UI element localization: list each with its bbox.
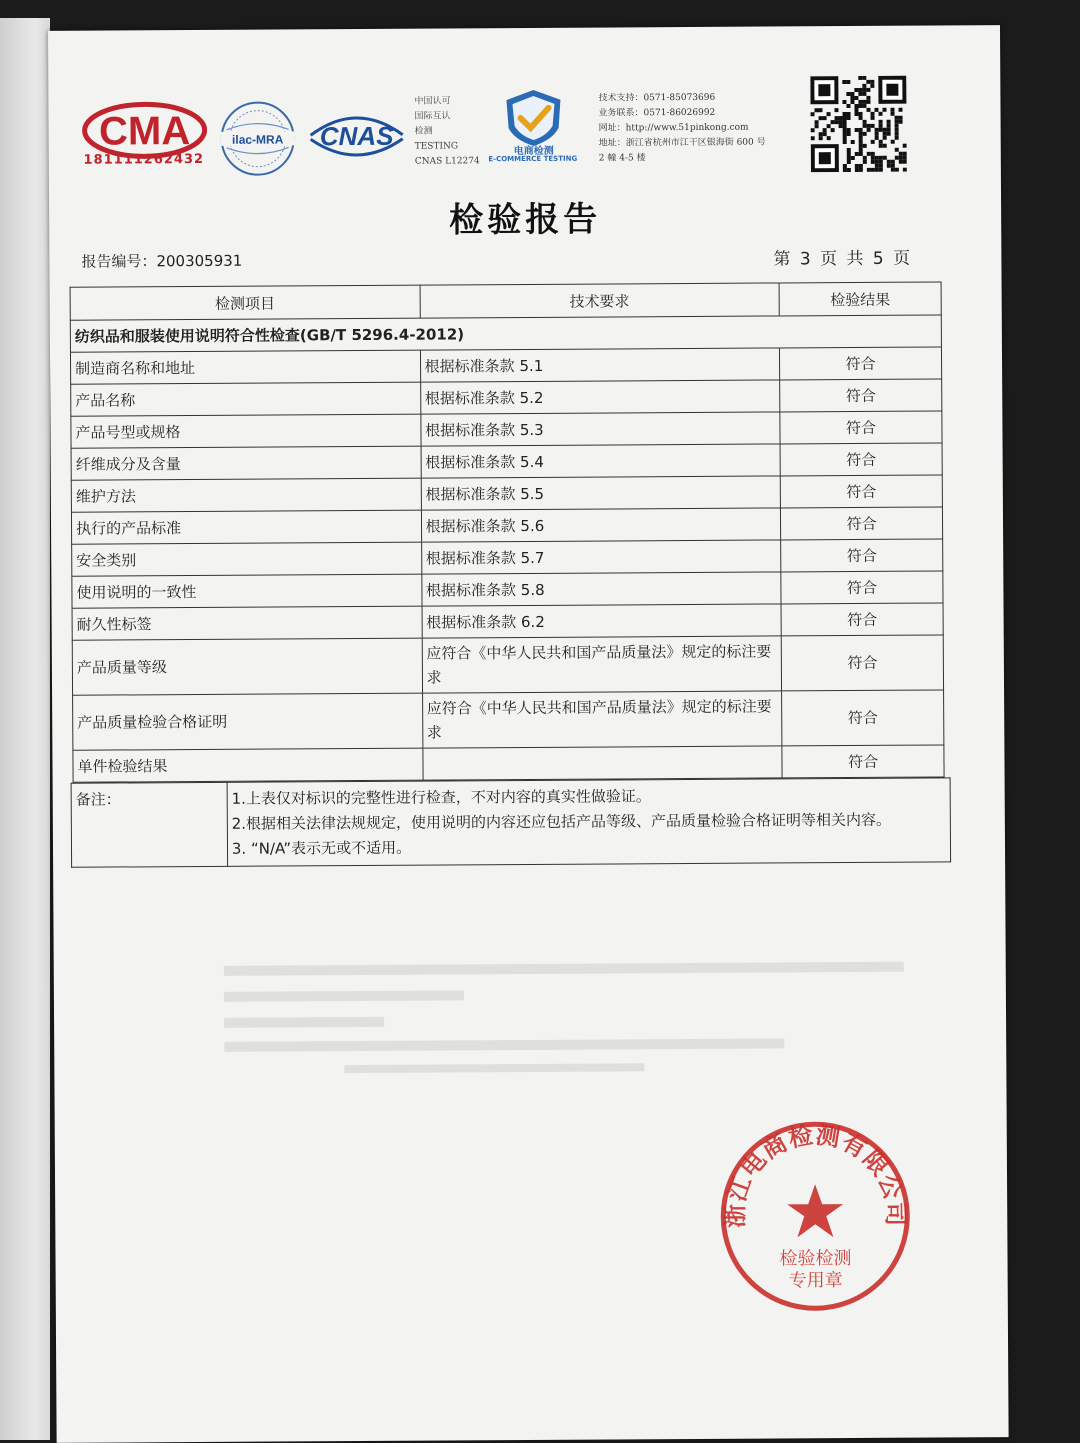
row-result: 符合 bbox=[782, 745, 944, 778]
cert-line: 中国认可 bbox=[414, 96, 451, 107]
svg-text:ilac-MRA: ilac-MRA bbox=[231, 132, 284, 147]
inspection-table bbox=[70, 281, 945, 782]
cert-line: 国际互认 bbox=[414, 111, 451, 122]
cma-number: 181111262432 bbox=[83, 151, 205, 168]
table-row bbox=[73, 690, 944, 750]
table-row bbox=[72, 603, 943, 640]
report-title: 检验报告 bbox=[449, 199, 602, 241]
contact-line: 技术支持：0571-85073696 bbox=[598, 92, 716, 104]
ilac-mra-logo bbox=[218, 99, 296, 177]
row-item: 安全类别 bbox=[72, 542, 422, 576]
table-row bbox=[72, 539, 943, 576]
bleed-through-text bbox=[224, 952, 925, 1076]
row-item: 产品名称 bbox=[71, 382, 421, 416]
underlying-page-edge bbox=[0, 18, 50, 1440]
row-result: 符合 bbox=[780, 475, 942, 508]
report-number: 报告编号：200305931 bbox=[81, 251, 243, 271]
header-result: 检验结果 bbox=[779, 282, 941, 316]
row-item: 维护方法 bbox=[71, 478, 421, 512]
row-requirement: 应符合《中华人民共和国产品质量法》规定的标注要求 bbox=[422, 636, 782, 693]
svg-text:专用章: 专用章 bbox=[788, 1270, 843, 1292]
row-item: 使用说明的一致性 bbox=[72, 574, 422, 608]
table-row bbox=[71, 411, 942, 448]
section-title: 纺织品和服装使用说明符合性检查(GB/T 5296.4-2012) bbox=[70, 315, 941, 352]
table-header-row bbox=[70, 282, 941, 320]
qr-code bbox=[810, 76, 907, 173]
table-row bbox=[72, 635, 943, 695]
row-result: 符合 bbox=[781, 507, 943, 540]
contact-line: 业务联系：0571-86026992 bbox=[598, 107, 716, 119]
row-result: 符合 bbox=[781, 571, 943, 604]
table-row bbox=[71, 379, 942, 416]
row-requirement: 根据标准条款 5.2 bbox=[420, 380, 780, 414]
row-item: 单件检验结果 bbox=[73, 748, 423, 782]
notes-label: 备注： bbox=[71, 782, 227, 867]
accreditation-text bbox=[414, 94, 484, 169]
row-item: 纤维成分及含量 bbox=[71, 446, 421, 480]
row-requirement: 根据标准条款 6.2 bbox=[422, 604, 782, 638]
table-row bbox=[71, 507, 942, 544]
notes-row bbox=[71, 778, 950, 867]
note-line: 3. “N/A”表示无或不适用。 bbox=[231, 838, 412, 858]
note-line: 2.根据相关法律法规规定，使用说明的内容还应包括产品等级、产品质量检验合格证明等相关内容。 bbox=[231, 810, 892, 833]
ecommerce-testing-label-en: E-COMMERCE TESTING bbox=[488, 154, 578, 164]
svg-text:浙江电商检测有限公司: 浙江电商检测有限公司 bbox=[720, 1119, 911, 1229]
row-result: 符合 bbox=[780, 411, 942, 444]
row-requirement bbox=[422, 746, 782, 780]
row-result: 符合 bbox=[781, 539, 943, 572]
svg-text:检验检测: 检验检测 bbox=[779, 1248, 852, 1270]
cert-line: TESTING bbox=[414, 141, 459, 152]
contact-line: 2 幢 4-5 楼 bbox=[598, 153, 646, 164]
row-result: 符合 bbox=[780, 443, 942, 476]
row-result: 符合 bbox=[780, 379, 942, 412]
row-item: 产品质量检验合格证明 bbox=[73, 693, 423, 750]
row-requirement: 根据标准条款 5.3 bbox=[420, 412, 780, 446]
row-requirement: 应符合《中华人民共和国产品质量法》规定的标注要求 bbox=[422, 691, 782, 748]
cert-line: CNAS L12274 bbox=[414, 156, 480, 167]
row-requirement: 根据标准条款 5.7 bbox=[421, 540, 781, 574]
note-line: 1.上表仅对标识的完整性进行检查，不对内容的真实性做验证。 bbox=[231, 787, 651, 808]
cnas-logo bbox=[306, 105, 406, 166]
row-item: 产品号型或规格 bbox=[71, 414, 421, 448]
svg-text:CMA: CMA bbox=[98, 109, 191, 154]
header-requirement: 技术要求 bbox=[420, 283, 780, 318]
contact-line: 网址：http://www.51pinkong.com bbox=[598, 122, 749, 134]
row-result: 符合 bbox=[782, 690, 944, 746]
row-item: 执行的产品标准 bbox=[71, 510, 421, 544]
row-result: 符合 bbox=[781, 635, 943, 691]
row-item: 制造商名称和地址 bbox=[70, 350, 420, 384]
table-row bbox=[72, 571, 943, 608]
section-row bbox=[70, 315, 941, 352]
row-requirement: 根据标准条款 5.4 bbox=[421, 444, 781, 478]
contact-info bbox=[598, 90, 798, 166]
row-requirement: 根据标准条款 5.6 bbox=[421, 508, 781, 542]
cert-line: 检测 bbox=[414, 126, 433, 137]
company-seal-stamp bbox=[715, 1116, 916, 1317]
page-number: 第 3 页 共 5 页 bbox=[773, 248, 913, 270]
row-item: 产品质量等级 bbox=[72, 638, 422, 695]
table-row bbox=[71, 475, 942, 512]
table-row bbox=[70, 347, 941, 384]
contact-line: 地址：浙江省杭州市江干区银海街 600 号 bbox=[598, 137, 766, 149]
row-item: 耐久性标签 bbox=[72, 606, 422, 640]
row-requirement: 根据标准条款 5.5 bbox=[421, 476, 781, 510]
notes-table bbox=[71, 777, 952, 867]
header-item: 检测项目 bbox=[70, 285, 420, 320]
ecommerce-testing-label: 电商检测 bbox=[513, 145, 554, 158]
notes-content bbox=[227, 778, 951, 866]
row-result: 符合 bbox=[781, 603, 943, 636]
table-row bbox=[73, 745, 944, 782]
report-page bbox=[48, 25, 1009, 1443]
table-row bbox=[71, 443, 942, 480]
row-result: 符合 bbox=[780, 347, 942, 380]
row-requirement: 根据标准条款 5.8 bbox=[421, 572, 781, 606]
svg-text:CNAS: CNAS bbox=[319, 120, 394, 152]
row-requirement: 根据标准条款 5.1 bbox=[420, 348, 780, 382]
